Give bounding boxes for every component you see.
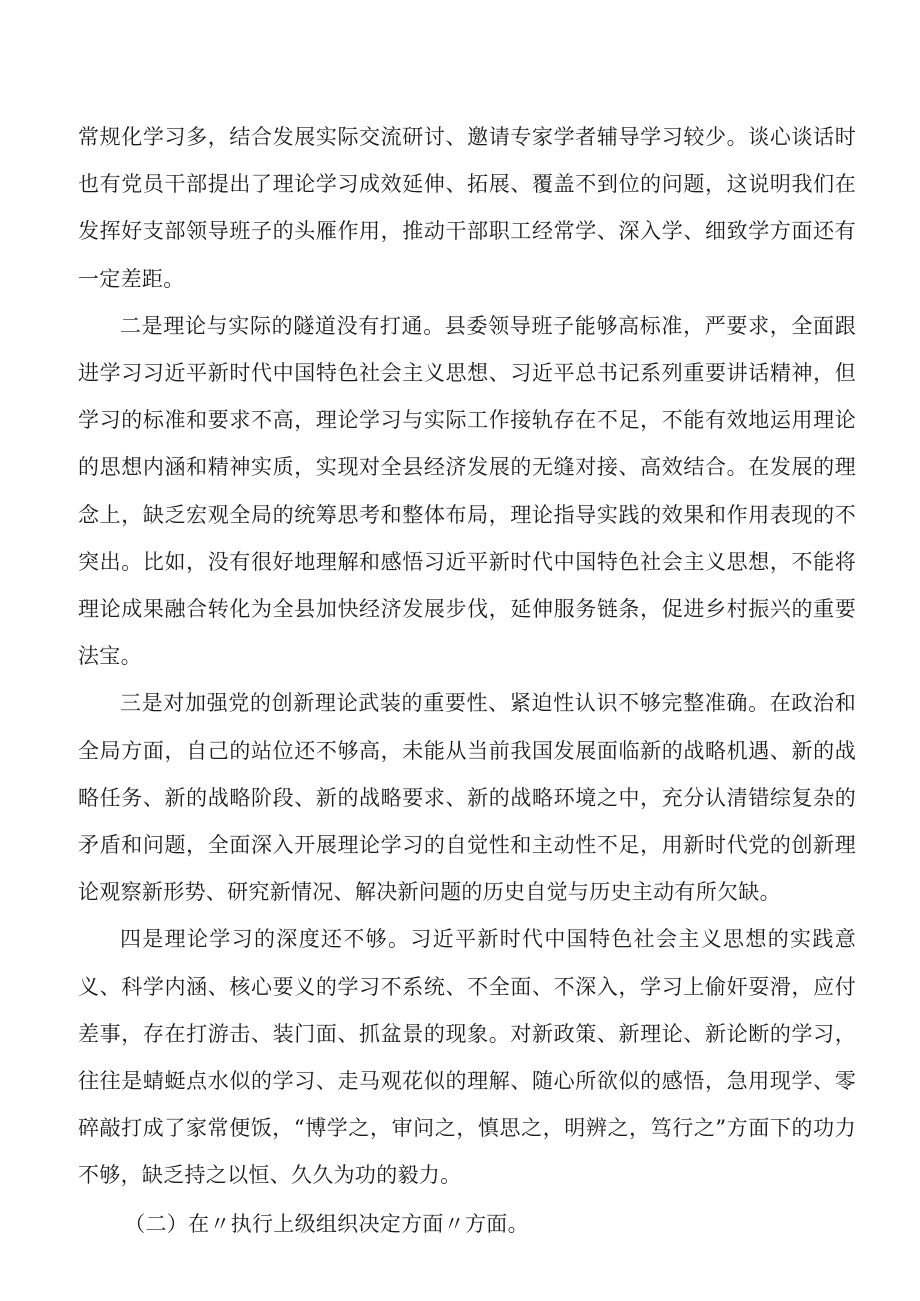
- paragraph-continuation: 常规化学习多，结合发展实际交流研讨、邀请专家学者辅导学习较少。谈心谈话时也有党员干部提出了理论学习成效延伸、拓展、覆盖不到位的问题，这说明我们在发挥好支部领导班子的头雁作用，推动干部职工经常学、深入学、细致学方面还有一定差距。: [78, 125, 856, 291]
- paragraph-point-three: 三是对加强党的创新理论武装的重要性、紧迫性认识不够完整准确。在政治和全局方面，自己的站位还不够高，未能从当前我国发展面临新的战略机遇、新的战略任务、新的战略阶段、新的战略要求、新的战略环境之中，充分认清错综复杂的矛盾和问题，全面深入开展理论学习的自觉性和主动性不足，用新时代党的创新理论观察新形势、研究新情况、解决新问题的历史自觉与历史主动有所欠缺。: [78, 691, 856, 905]
- paragraph-point-two: 二是理论与实际的隧道没有打通。县委领导班子能够高标准，严要求，全面跟进学习习近平新时代中国特色社会主义思想、习近平总书记系列重要讲话精神，但学习的标准和要求不高，理论学习与实际工作接轨存在不足，不能有效地运用理论的思想内涵和精神实质，实现对全县经济发展的无缝对接、高效结合。在发展的理念上，缺乏宏观全局的统筹思考和整体布局，理论指导实践的效果和作用表现的不突出。比如，没有很好地理解和感悟习近平新时代中国特色社会主义思想，不能将理论成果融合转化为全县加快经济发展步伐，延伸服务链条，促进乡村振兴的重要法宝。: [78, 313, 856, 669]
- document-body: [78, 114, 856, 1248]
- paragraph-point-four: 四是理论学习的深度还不够。习近平新时代中国特色社会主义思想的实践意义、科学内涵、核心要义的学习不系统、不全面、不深入，学习上偷奸耍滑，应付差事，存在打游击、装门面、抓盆景的现象。对新政策、新理论、新论断的学习，往往是蜻蜓点水似的学习、走马观花似的理解、随心所欲似的感悟，急用现学、零碎敲打成了家常便饭，“博学之，审问之，慎思之，明辨之，笃行之”方面下的功力不够，缺乏持之以恒、久久为功的毅力。: [78, 927, 856, 1188]
- section-heading: （二）在〃执行上级组织决定方面〃方面。: [124, 1211, 529, 1236]
